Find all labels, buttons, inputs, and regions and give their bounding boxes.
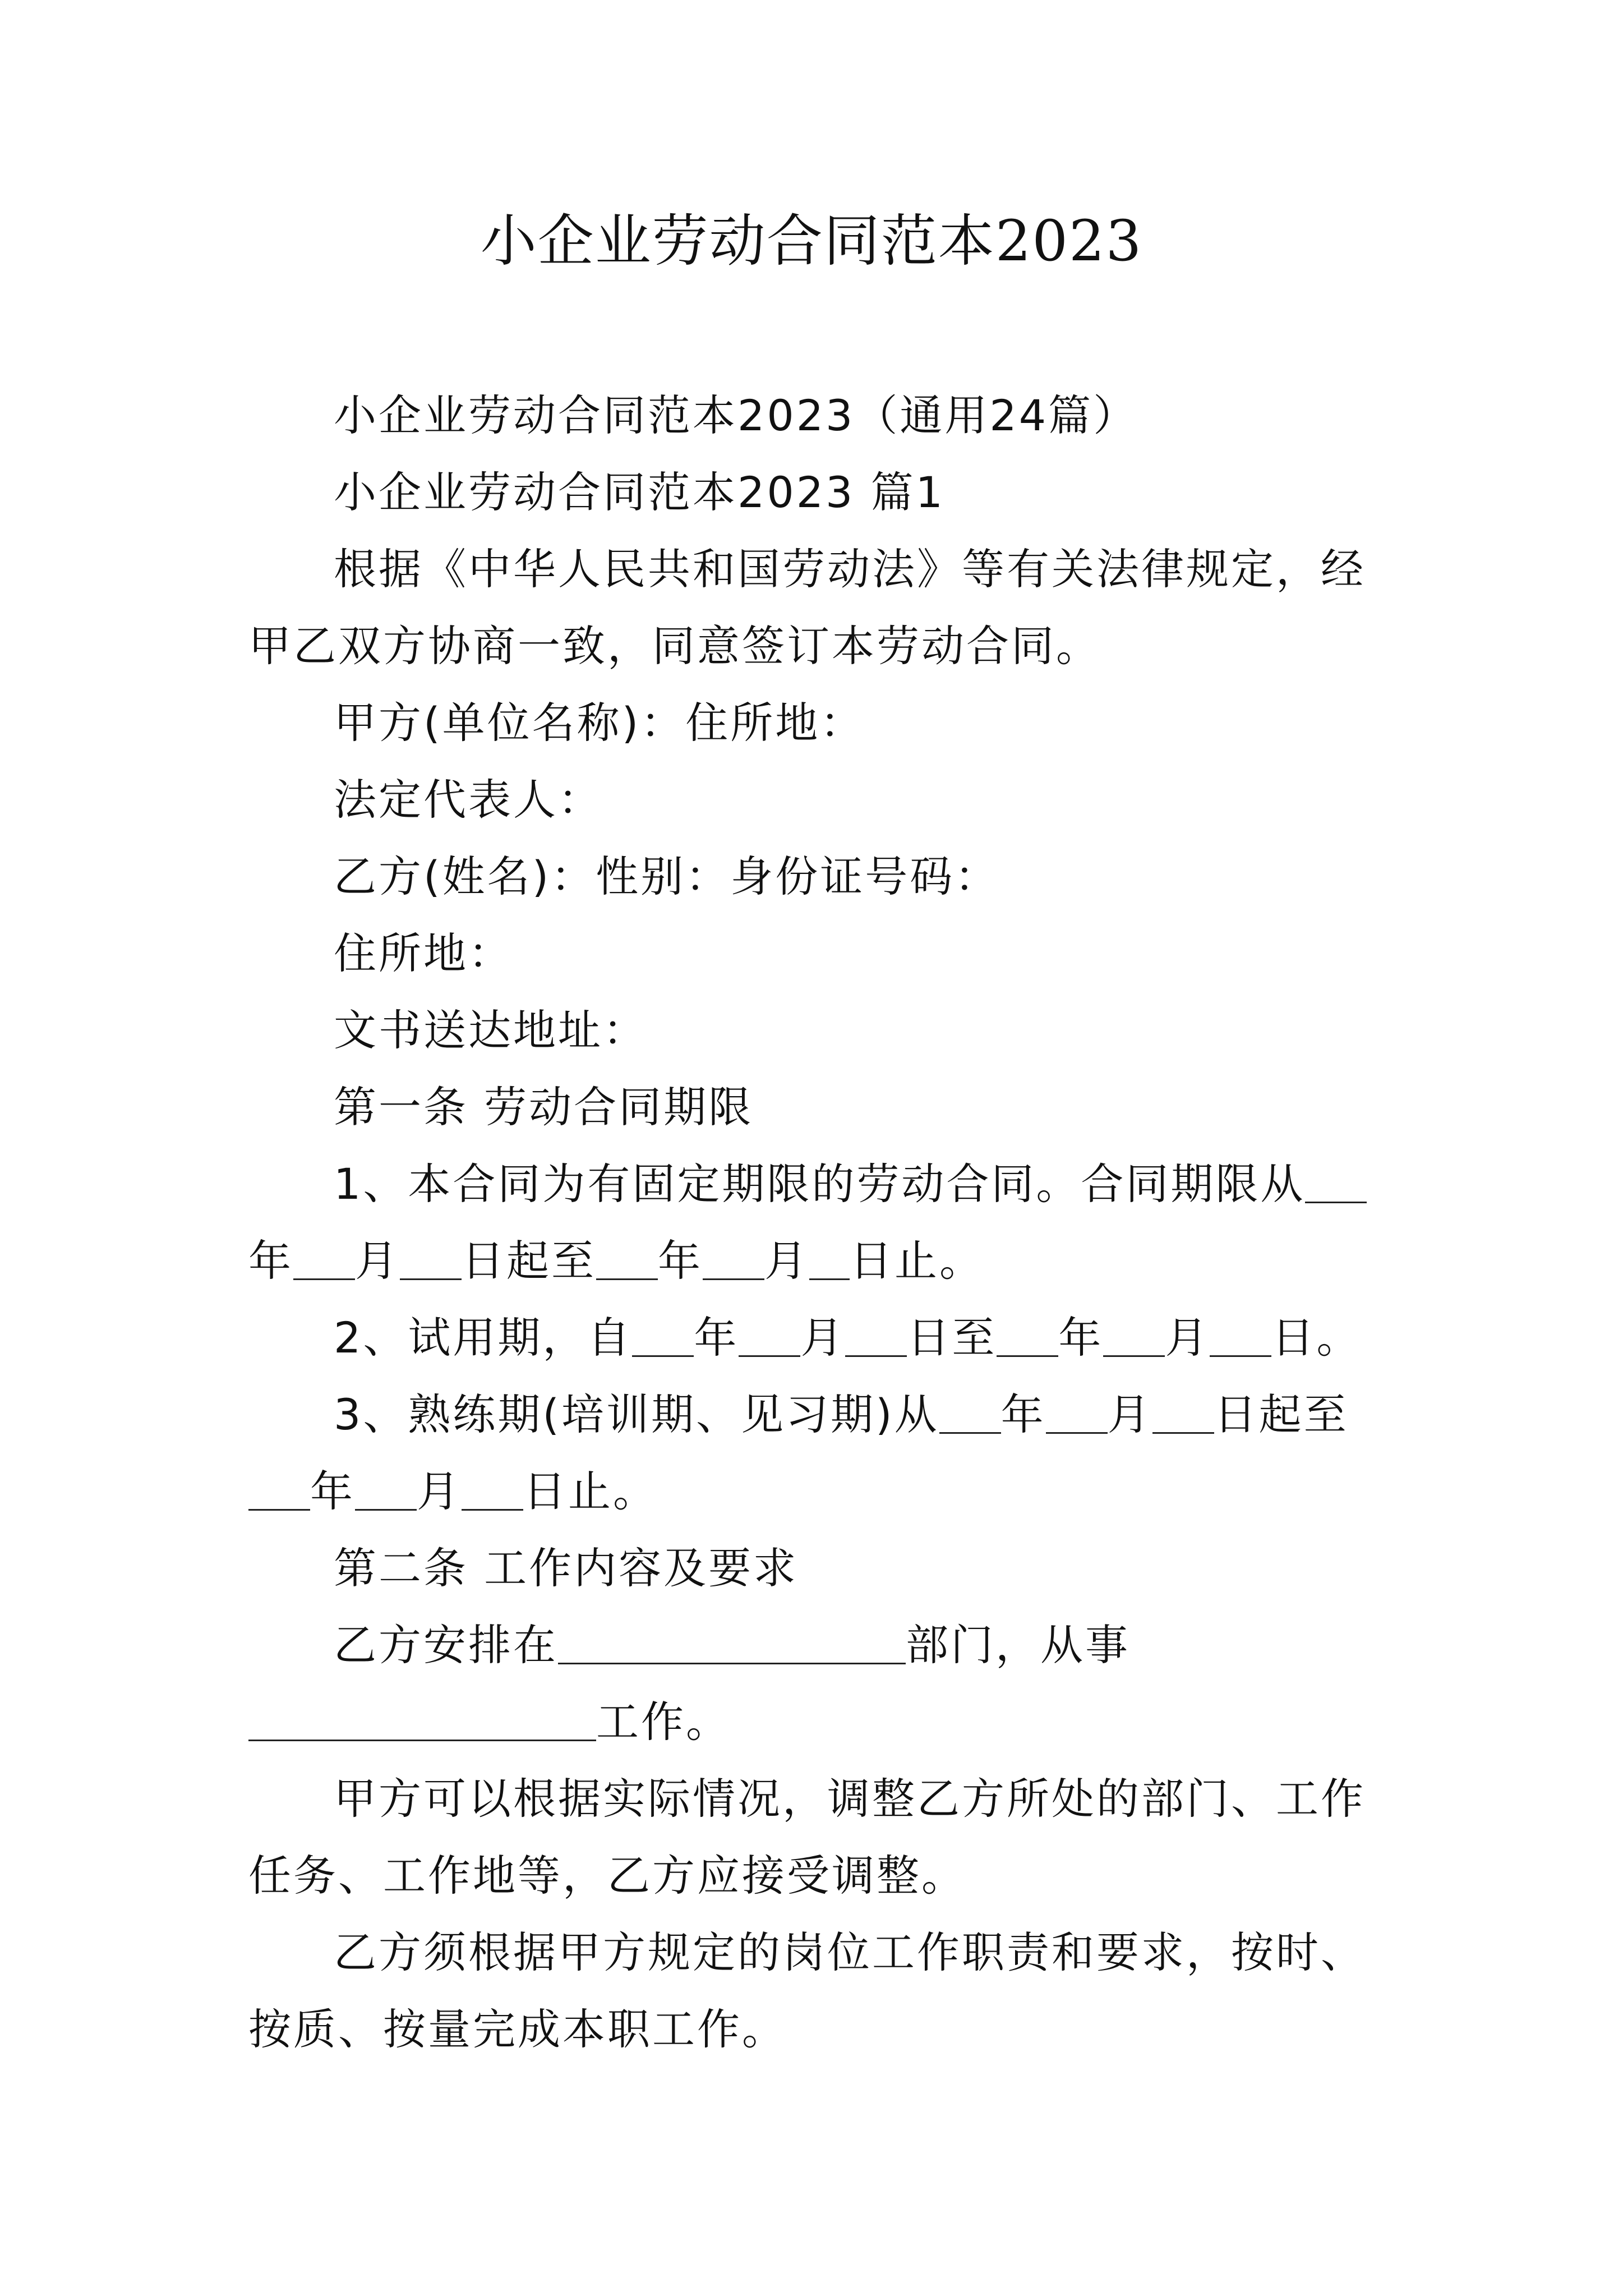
day-label: 日起至	[1214, 1389, 1349, 1439]
blank-field	[558, 1623, 906, 1664]
year-label: 年	[1000, 1389, 1046, 1439]
clause-1	[248, 1145, 1393, 1299]
blank-field	[248, 1470, 310, 1511]
document-body	[248, 377, 1393, 2068]
assign-text: 乙方安排在	[334, 1620, 558, 1670]
year-label: 年	[658, 1236, 703, 1286]
blank-field	[293, 1239, 355, 1280]
month-label: 月	[1107, 1389, 1152, 1439]
day-label: 日至	[907, 1313, 997, 1363]
article-2-title: 第二条 工作内容及要求	[334, 1543, 799, 1593]
assign-text: 工作。	[596, 1697, 731, 1747]
blank-field	[632, 1316, 694, 1357]
party-a-line: 甲方(单位名称)：住所地：	[334, 698, 865, 748]
blank-field	[845, 1316, 907, 1357]
day-label: 日。	[1271, 1313, 1362, 1363]
blank-field	[1046, 1393, 1108, 1434]
year-label: 年	[248, 1236, 293, 1286]
legal-rep-line: 法定代表人：	[334, 775, 603, 825]
adjustment-paragraph: 甲方可以根据实际情况，调整乙方所处的部门、工作任务、工作地等，乙方应接受调整。	[248, 1774, 1366, 1901]
day-label: 日起至	[462, 1236, 596, 1286]
year-label: 年	[1058, 1313, 1104, 1363]
month-label: 月	[355, 1236, 400, 1286]
month-label: 月	[764, 1236, 809, 1286]
party-b-line: 乙方(姓名)：性别：身份证号码：	[334, 852, 1000, 901]
blank-field	[248, 1700, 596, 1741]
document-title: 小企业劳动合同范本2023	[480, 208, 1143, 274]
month-label: 月	[800, 1313, 846, 1363]
clause-3-text: 3、熟练期(培训期、见习期)从	[334, 1389, 939, 1439]
blank-field	[1152, 1393, 1214, 1434]
section-heading: 小企业劳动合同范本2023 篇1	[334, 467, 945, 517]
assign-text: 部门，从事	[906, 1620, 1130, 1670]
clause-3	[248, 1376, 1393, 1530]
clause-2	[248, 1299, 1393, 1376]
blank-field	[355, 1470, 417, 1511]
article-1-title: 第一条 劳动合同期限	[334, 1082, 754, 1132]
assignment-clause	[248, 1607, 1393, 1760]
blank-field	[1210, 1316, 1271, 1357]
doc-address-line: 文书送达地址：	[334, 1005, 648, 1055]
blank-field	[809, 1239, 850, 1280]
intro-paragraph: 根据《中华人民共和国劳动法》等有关法律规定，经甲乙双方协商一致，同意签订本劳动合同。	[248, 544, 1366, 671]
month-label: 月	[1165, 1313, 1210, 1363]
blank-field	[400, 1239, 462, 1280]
address-line: 住所地：	[334, 928, 513, 978]
year-label: 年	[310, 1466, 355, 1516]
clause-2-text: 2、试用期，自	[334, 1313, 633, 1363]
blank-field	[703, 1239, 764, 1280]
blank-field	[1103, 1316, 1165, 1357]
blank-field	[462, 1470, 523, 1511]
month-label: 月	[417, 1466, 462, 1516]
day-label: 日止。	[523, 1466, 658, 1516]
document-subtitle: 小企业劳动合同范本2023（通用24篇）	[334, 390, 1138, 440]
day-label: 日止。	[850, 1236, 984, 1286]
year-label: 年	[694, 1313, 739, 1363]
clause-1-text: 1、本合同为有固定期限的劳动合同。合同期限从	[334, 1159, 1306, 1209]
blank-field	[939, 1393, 1001, 1434]
blank-field	[596, 1239, 658, 1280]
duty-paragraph: 乙方须根据甲方规定的岗位工作职责和要求，按时、按质、按量完成本职工作。	[248, 1927, 1366, 2054]
blank-field	[1305, 1162, 1367, 1203]
blank-field	[739, 1316, 800, 1357]
blank-field	[997, 1316, 1058, 1357]
